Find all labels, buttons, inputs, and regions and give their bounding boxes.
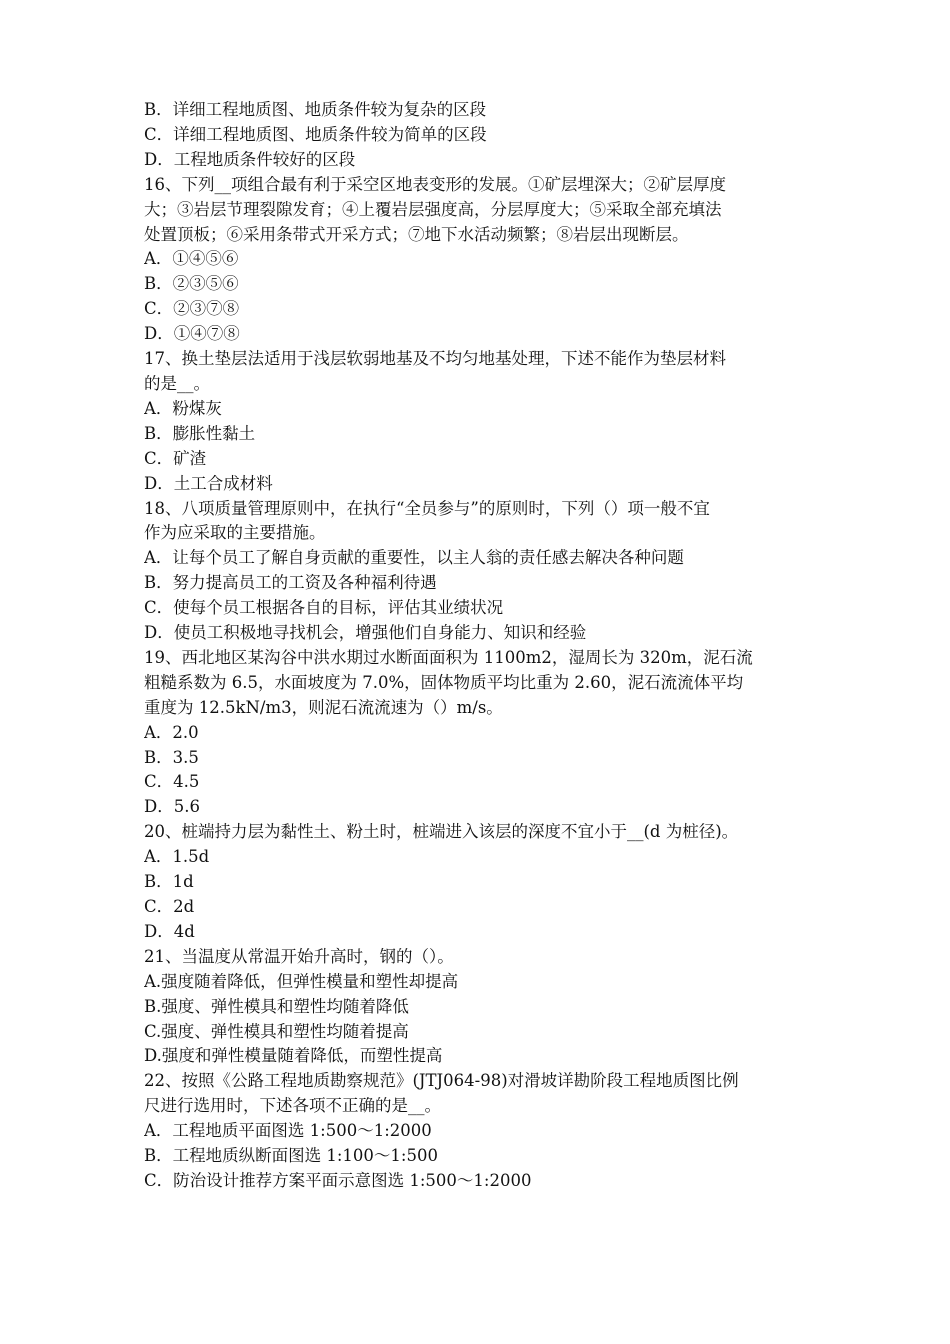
text-line: 尺进行选用时，下述各项不正确的是__。 bbox=[144, 1096, 441, 1116]
option-line: D．①④⑦⑧ bbox=[144, 324, 240, 344]
option-line: C．使每个员工根据各自的目标，评估其业绩状况 bbox=[144, 598, 504, 618]
option-line: A．粉煤灰 bbox=[144, 398, 222, 418]
option-line: A．①④⑤⑥ bbox=[144, 249, 239, 269]
option-line: C．矿渣 bbox=[144, 448, 207, 468]
question-16-line: 16、下列__项组合最有利于采空区地表变形的发展。①矿层埋深大；②矿层厚度 bbox=[144, 174, 726, 194]
document-body bbox=[144, 98, 820, 1194]
option-line: D．土工合成材料 bbox=[144, 473, 273, 493]
option-line: C．4.5 bbox=[144, 772, 200, 792]
option-line: B．工程地质纵断面图选 1:100～1:500 bbox=[144, 1146, 438, 1166]
option-line: A．让每个员工了解自身贡献的重要性，以主人翁的责任感去解决各种问题 bbox=[144, 548, 684, 568]
question-17-line: 17、换土垫层法适用于浅层软弱地基及不均匀地基处理，下述不能作为垫层材料 bbox=[144, 349, 726, 369]
text-line: 作为应采取的主要措施。 bbox=[144, 523, 326, 543]
question-20-line: 20、桩端持力层为黏性土、粉土时，桩端进入该层的深度不宜小于__(d 为桩径)。 bbox=[144, 822, 739, 842]
option-line: D．使员工积极地寻找机会，增强他们自身能力、知识和经验 bbox=[144, 623, 587, 643]
option-line: D.强度和弹性模量随着降低，而塑性提高 bbox=[144, 1046, 443, 1066]
option-line: D．5.6 bbox=[144, 797, 200, 817]
text-line: 重度为 12.5kN/m3，则泥石流流速为（）m/s。 bbox=[144, 697, 503, 717]
option-line: A．工程地质平面图选 1:500～1:2000 bbox=[144, 1121, 432, 1141]
option-line: B．3.5 bbox=[144, 747, 199, 767]
option-line: A．1.5d bbox=[144, 847, 210, 867]
option-line: C．②③⑦⑧ bbox=[144, 299, 240, 319]
text-line: 的是__。 bbox=[144, 373, 210, 393]
option-line: B．1d bbox=[144, 872, 194, 892]
text-line: D．工程地质条件较好的区段 bbox=[144, 149, 356, 169]
text-line: 处置顶板；⑥采用条带式开采方式；⑦地下水活动频繁；⑧岩层出现断层。 bbox=[144, 224, 689, 244]
text-line: C．详细工程地质图、地质条件较为简单的区段 bbox=[144, 124, 487, 144]
option-line: B．努力提高员工的工资及各种福利待遇 bbox=[144, 573, 437, 593]
option-line: A．2.0 bbox=[144, 722, 199, 742]
question-19-line: 19、西北地区某沟谷中洪水期过水断面面积为 1100m2，湿周长为 320m，泥石流 bbox=[144, 647, 753, 667]
option-line: C．防治设计推荐方案平面示意图选 1:500～1:2000 bbox=[144, 1170, 532, 1190]
text-line: 粗糙系数为 6.5，水面坡度为 7.0%，固体物质平均比重为 2.60，泥石流流体平均 bbox=[144, 672, 744, 692]
question-21-line: 21、当温度从常温开始升高时，钢的（）。 bbox=[144, 946, 454, 966]
option-line: A.强度随着降低，但弹性模量和塑性却提高 bbox=[144, 971, 459, 991]
option-line: B．膨胀性黏土 bbox=[144, 423, 256, 443]
text-line: B．详细工程地质图、地质条件较为复杂的区段 bbox=[144, 100, 487, 119]
option-line: B.强度、弹性模具和塑性均随着降低 bbox=[144, 996, 409, 1016]
text-line: 大；③岩层节理裂隙发育；④上覆岩层强度高，分层厚度大；⑤采取全部充填法 bbox=[144, 199, 722, 219]
question-22-line: 22、按照《公路工程地质勘察规范》(JTJ064-98)对滑坡详勘阶段工程地质图比例 bbox=[144, 1071, 739, 1091]
option-line: C．2d bbox=[144, 897, 195, 916]
question-18-line: 18、八项质量管理原则中，在执行“全员参与”的原则时，下列（）项一般不宜 bbox=[144, 498, 710, 518]
option-line: C.强度、弹性模具和塑性均随着提高 bbox=[144, 1021, 409, 1041]
option-line: B．②③⑤⑥ bbox=[144, 274, 239, 294]
option-line: D．4d bbox=[144, 921, 195, 941]
